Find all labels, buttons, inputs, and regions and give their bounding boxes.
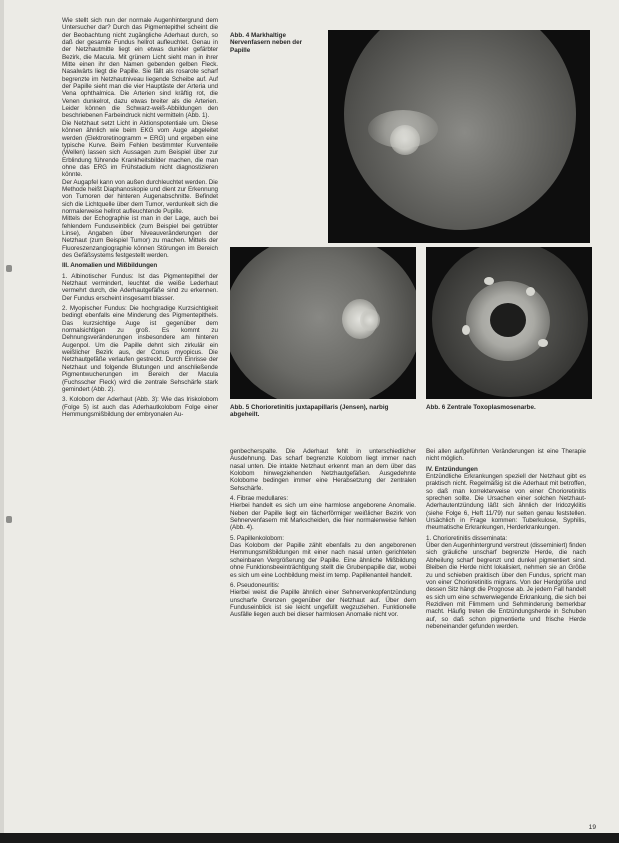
pigment-spot	[462, 325, 470, 335]
page-number: 19	[588, 824, 596, 831]
paragraph: 2. Myopischer Fundus: Die hochgradige Kurzsichtigkeit bedingt ebenfalls eine Minderung des Pigmentepithels. Das kurzsichtige Auge ist gegenüber dem normalsichtigen zu groß. Es kommt zu Dehnungsveränderungen insbesondere am hinteren Augenpol. Um die Papille dehnt sich zirkulär ein weißlicher Bezirk aus, der Conus myopicus. Die Netzhautgefäße verlaufen gestreckt. Durch Einrisse der Netzhaut und folgende Blutungen und anschließende Pigmentwucherungen im Bereich der Macula (Fuchsscher Fleck) wird die zentrale Sehschärfe stark gemindert (Abb. 2).	[62, 305, 218, 393]
figure-caption-4: Abb. 4 Markhaltige Nervenfasern neben der Papille	[230, 32, 303, 54]
text-column-3	[426, 448, 586, 630]
text-column-1	[62, 17, 218, 418]
pigment-spot	[484, 277, 494, 285]
scan-bottom-edge	[0, 833, 619, 843]
pigment-spot	[526, 287, 535, 296]
subheading: 5. Papillenkolobom:	[230, 534, 285, 542]
paragraph: Hierbei weist die Papille ähnlich einer Sehnervenkopfentzündung unscharfe Grenzen gegenüber der Netzhaut auf. Über dem Funduseinblick ist sie leicht ungefüllt wegzuziehen. Funktionelle Ausfälle liegen auch bei dieser harmlosen Anomalie nicht vor.	[230, 589, 416, 619]
punch-hole	[6, 265, 12, 272]
paragraph: 3. Kolobom der Aderhaut (Abb. 3): Wie das Iriskolobom (Folge 5) ist auch das Aderhautkolobom Folge einer Hemmungsmißbildung der embryonalen Au-	[62, 396, 218, 418]
pigment-spot	[538, 339, 548, 347]
fundus-image	[230, 247, 416, 399]
paragraph: Entzündliche Erkrankungen speziell der Netzhaut gibt es praktisch nicht. Regelmäßig ist die Aderhaut mit betroffen, so daß man korrekterweise von einer Chorioretinitis sprechen sollte. Die Ursachen einer solchen Netzhaut-Aderhautentzündung läßt sich ähnlich der Iridozyklitis (siehe Folge 6, Heft 11/79) nur selten genau feststellen. Ursächlich in Frage kommen: Tuberkulose, Syphilis, rheumatische Erkrankungen, Herderkrankungen.	[426, 473, 586, 532]
paragraph: Wie stellt sich nun der normale Augenhintergrund dem Untersucher dar? Durch das Pigmentepithel scheint die der Beobachtung nicht zugängliche Aderhaut durch, so daß der gesamte Fundus hellrot aufleuchtet. Genau in der Netzhautmitte liegt ein etwas dunkler gefärbter Bezirk, die Macula. Mit grünem Licht sieht man in ihrer Mitte einen ihr den Namen gebenden gelben Fleck. Nasalwärts liegt die Papille. Sie fällt als rosarote scharf begrenzte im Netzhautniveau liegende Scheibe auf. Auf der Papille sieht man die vier Hauptäste der Arteria und Vena ophthalmica. Die Arterien sind kräftig rot, die Venen dunkelrot, dazu etwas breiter als die Arterien. Leider können die Schwarz-weiß-Abbildungen den beschriebenen Farbeindruck nicht vermitteln (Abb. 1).	[62, 17, 218, 120]
paragraph: Der Augapfel kann von außen durchleuchtet werden. Die Methode heißt Diaphanoskopie und dient zur Erkennung von Tumoren der hinteren Augenabschnitte. Befindet sich die Lichtquelle über dem Tumor, verdunkelt sich die normalerweise hellrot aufleuchtende Pupille.	[62, 178, 218, 215]
paragraph: Über den Augenhintergrund verstreut (disseminiert) finden sich gräuliche unscharf begrenzte Herde, die nach Abheilung scharf begrenzt und dunkel pigmentiert sind. Bleiben die Herde nicht lokalisiert, nehmen sie an Größe zu und schieben praktisch über den Fundus, spricht man von einer Chorioretinitis migrans. Von der Herdgröße und dessen Sitz hängt die Prognose ab. Je jedem Fall handelt es sich um eine schwerwiegende Erkrankung, die sich bei Rezidiven mit Flimmern und Sehminderung bemerkbar macht. Häufig treten die Entzündungsherde in Schuben auf, so daß schon pigmentierte und frische Herde nebeneinander gefunden werden.	[426, 542, 586, 630]
subheading: 4. Fibrae medullares:	[230, 495, 289, 503]
figure-caption-5: Abb. 5 Chorioretinitis juxtapapillaris (Jensen), narbig abgeheilt.	[230, 404, 389, 419]
text-column-2	[230, 448, 416, 619]
scar-center	[490, 303, 526, 337]
scan-margin	[0, 0, 4, 843]
myelinated-fibers-patch	[368, 110, 438, 148]
fundus-photo-figure-5	[230, 247, 416, 399]
punch-hole	[6, 516, 12, 523]
fundus-photo-figure-4	[328, 30, 590, 243]
paragraph: Hierbei handelt es sich um eine harmlose angeborene Anomalie. Neben der Papille liegt ein fächerförmiger weißlicher Bezirk von Sehnervenfasern mit Markscheiden, die hier normalerweise fehlen (Abb. 4).	[230, 502, 416, 532]
figure-caption-6: Abb. 6 Zentrale Toxoplasmosenarbe.	[426, 404, 536, 411]
optic-disc	[360, 309, 380, 331]
fundus-photo-figure-6	[426, 247, 592, 399]
paragraph: Die Netzhaut setzt Licht in Aktionspotentiale um. Diese können ähnlich wie beim EKG vom Auge abgeleitet werden (Elektroretinogramm = ERG) und ergeben eine typische Kurve. Beim Fehlen bestimmter Kurventeile (Wellen) lassen sich Aussagen zum Beispiel über zur Erblindung führende Krankheitsbilder machen, die man ohne das ERG im Frühstadium nicht diagnostizieren könnte.	[62, 119, 218, 179]
section-heading: IV. Entzündungen	[426, 465, 478, 473]
section-heading: III. Anomalien und Mißbildungen	[62, 262, 158, 270]
paragraph: 1. Albinotischer Fundus: Ist das Pigmentepithel der Netzhaut vermindert, leuchtet die weiße Lederhaut vermehrt durch, die Aderhautgefäße sind zu erkennen. Der Fundus erscheint insgesamt blasser.	[62, 272, 218, 302]
subheading: 1. Chorioretinitis disseminata:	[426, 534, 508, 542]
paragraph: Das Kolobom der Papille zählt ebenfalls zu den angeborenen Hemmungsmißbildungen mit einer nach nasal unten gerichteten scheinbaren Vergrößerung der Papille. Eine ähnliche Mißbildung ohne Funktionsbeeinträchtigung stellt die Grubenpapille dar, wobei es sich um eine Lochbildung meist im temp. Papillenanteil handelt.	[230, 542, 416, 579]
paragraph: Mittels der Echographie ist man in der Lage, auch bei fehlendem Funduseinblick (zum Beispiel bei getrübter Linse), Angaben über Niveauveränderungen der Netzhaut (zum Beispiel Tumor) zu machen. Mittels der Fluoreszenzangiographie können Störungen im Bereich des Gefäßsystems festgestellt werden.	[62, 215, 218, 259]
subheading: 6. Pseudoneuritis:	[230, 581, 280, 589]
paragraph: Bei allen aufgeführten Veränderungen ist eine Therapie nicht möglich.	[426, 448, 586, 463]
paragraph: genbecherspalte. Die Aderhaut fehlt in unterschiedlicher Ausdehnung. Das scharf begrenzte Kolobom liegt immer nach nasal unten. Die intakte Netzhaut erkennt man an dem über das Kolobom hinwegziehenden Netzhautgefäßen. Ausgedehnte Kolobome bedingen immer eine Herabsetzung der zentralen Sehschärfe.	[230, 448, 416, 492]
